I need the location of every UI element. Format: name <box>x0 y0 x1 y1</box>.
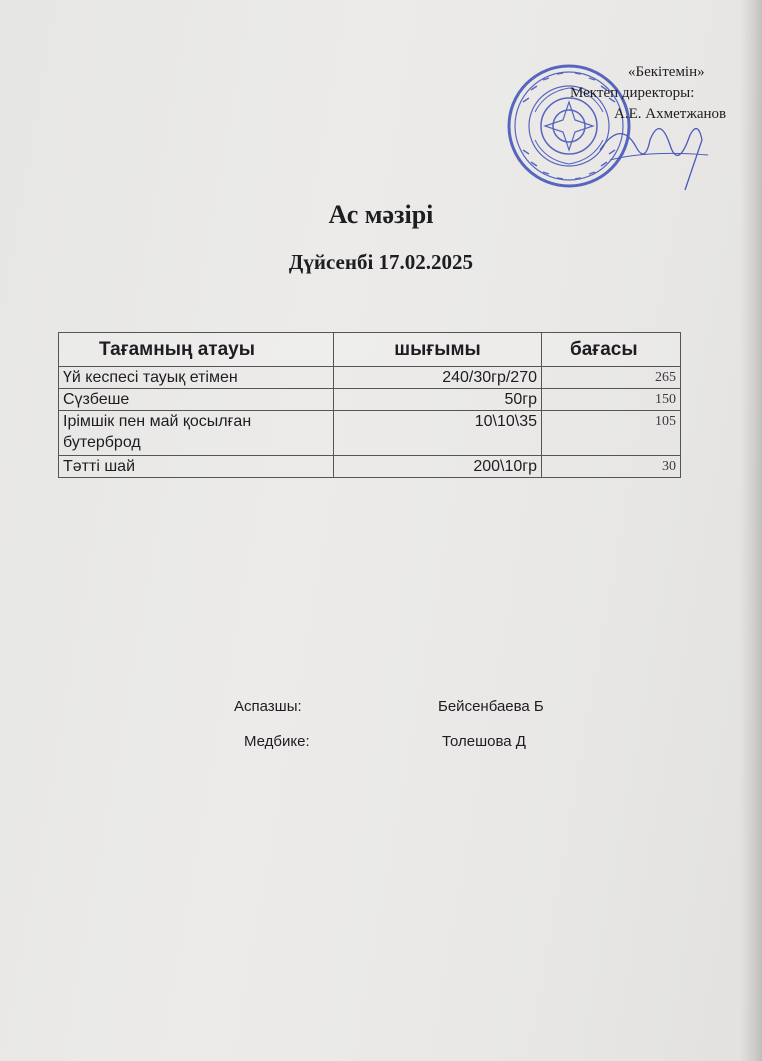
page-fold-shadow <box>740 0 762 1061</box>
table-row <box>59 389 681 411</box>
cook-name: Бейсенбаева Б <box>438 698 544 715</box>
menu-date: Дүйсенбі 17.02.2025 <box>288 250 474 274</box>
table-row <box>59 456 681 478</box>
dish-yield: 50гр <box>334 389 542 411</box>
dish-price: 30 <box>542 456 681 478</box>
dish-yield: 10\10\35 <box>334 411 542 456</box>
menu-table <box>58 332 681 478</box>
cook-role: Аспазшы: <box>234 698 302 715</box>
table-row <box>59 367 681 389</box>
director-signature-icon <box>590 110 710 200</box>
dish-name: Үй кеспесі тауық етімен <box>59 367 334 389</box>
header-dish-name: Тағамның атауы <box>59 333 334 367</box>
header-yield: шығымы <box>334 333 542 367</box>
dish-price: 105 <box>542 411 681 456</box>
table-header-row <box>59 333 681 367</box>
page-title: Ас мәзірі <box>328 200 434 229</box>
dish-name: Ірімшік пен май қосылған бутерброд <box>59 411 334 456</box>
dish-yield: 240/30гр/270 <box>334 367 542 389</box>
approval-line-2: Мектеп директоры: <box>570 85 695 101</box>
dish-yield: 200\10гр <box>334 456 542 478</box>
header-price: бағасы <box>542 333 681 367</box>
nurse-name: Толешова Д <box>442 733 526 750</box>
dish-name: Сүзбеше <box>59 389 334 411</box>
approval-line-3: А.Е. Ахметжанов <box>614 106 727 122</box>
nurse-role: Медбике: <box>244 733 310 750</box>
approval-line-1: «Бекітемін» <box>628 64 705 80</box>
dish-price: 150 <box>542 389 681 411</box>
table-row <box>59 411 681 456</box>
dish-name: Тәтті шай <box>59 456 334 478</box>
dish-price: 265 <box>542 367 681 389</box>
